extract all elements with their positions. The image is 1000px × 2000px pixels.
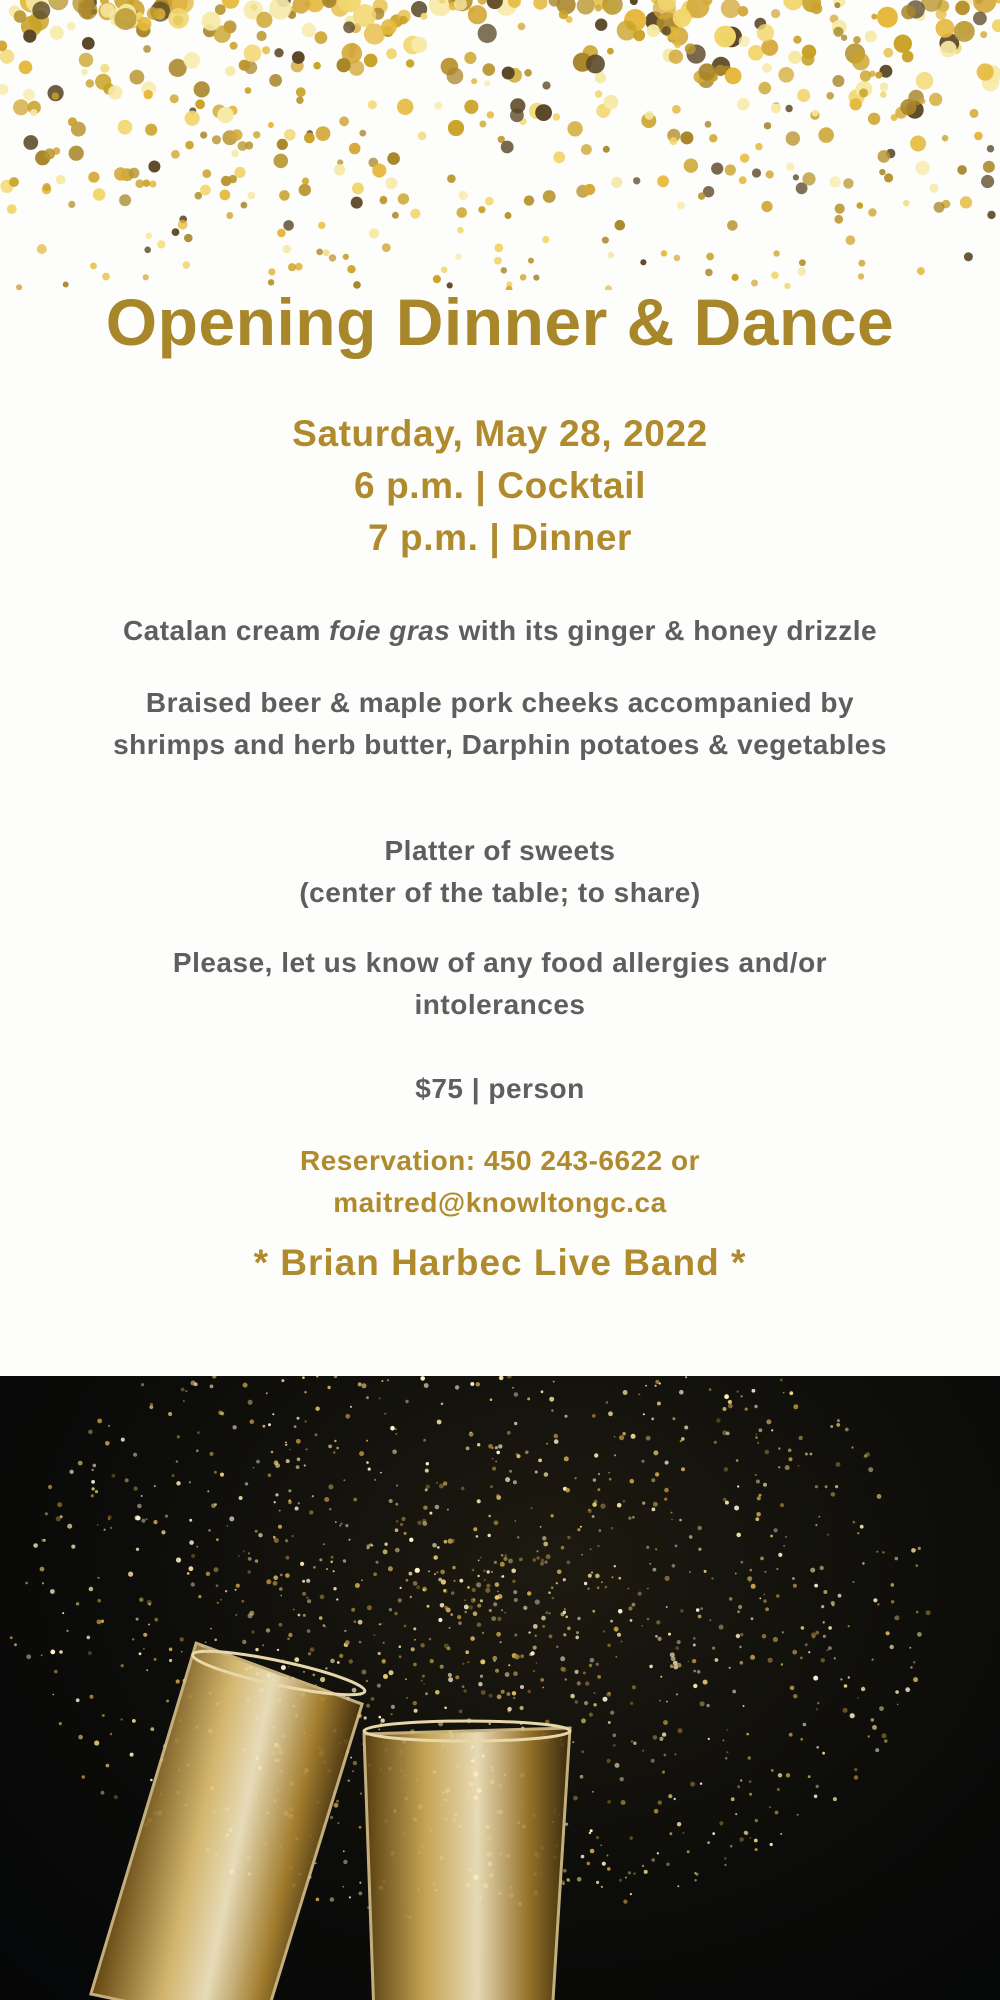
event-date: Saturday, May 28, 2022: [292, 413, 708, 454]
reservation-phone: Reservation: 450 243-6622 or: [300, 1145, 700, 1176]
menu-starter: [90, 610, 910, 652]
live-band: * Brian Harbec Live Band *: [253, 1242, 747, 1283]
price: $75 | person: [415, 1073, 585, 1104]
starter-suffix: with its ginger & honey drizzle: [450, 615, 878, 646]
menu-main: Braised beer & maple pork cheeks accompanied by shrimps and herb butter, Darphin potatoes & vegetables: [113, 687, 887, 760]
menu-dessert-line1: Platter of sweets: [384, 835, 616, 866]
champagne-glass-right-icon: [352, 1716, 582, 2000]
menu-dessert-line2: (center of the table; to share): [299, 877, 701, 908]
event-title: Opening Dinner & Dance: [105, 285, 895, 359]
allergy-note: Please, let us know of any food allergies and/or intolerances: [172, 947, 828, 1020]
champagne-glass-left-icon: [88, 1641, 388, 2000]
champagne-photo: [0, 1376, 1000, 2000]
starter-prefix: Catalan cream: [122, 615, 330, 646]
dinner-time: 7 p.m. | Dinner: [367, 517, 632, 558]
cocktail-time: 6 p.m. | Cocktail: [354, 465, 646, 506]
menu-section: [90, 610, 910, 1284]
event-schedule: [0, 408, 1000, 564]
reservation-email: maitred@knowltongc.ca: [333, 1187, 667, 1218]
starter-italic: foie gras: [329, 615, 451, 646]
